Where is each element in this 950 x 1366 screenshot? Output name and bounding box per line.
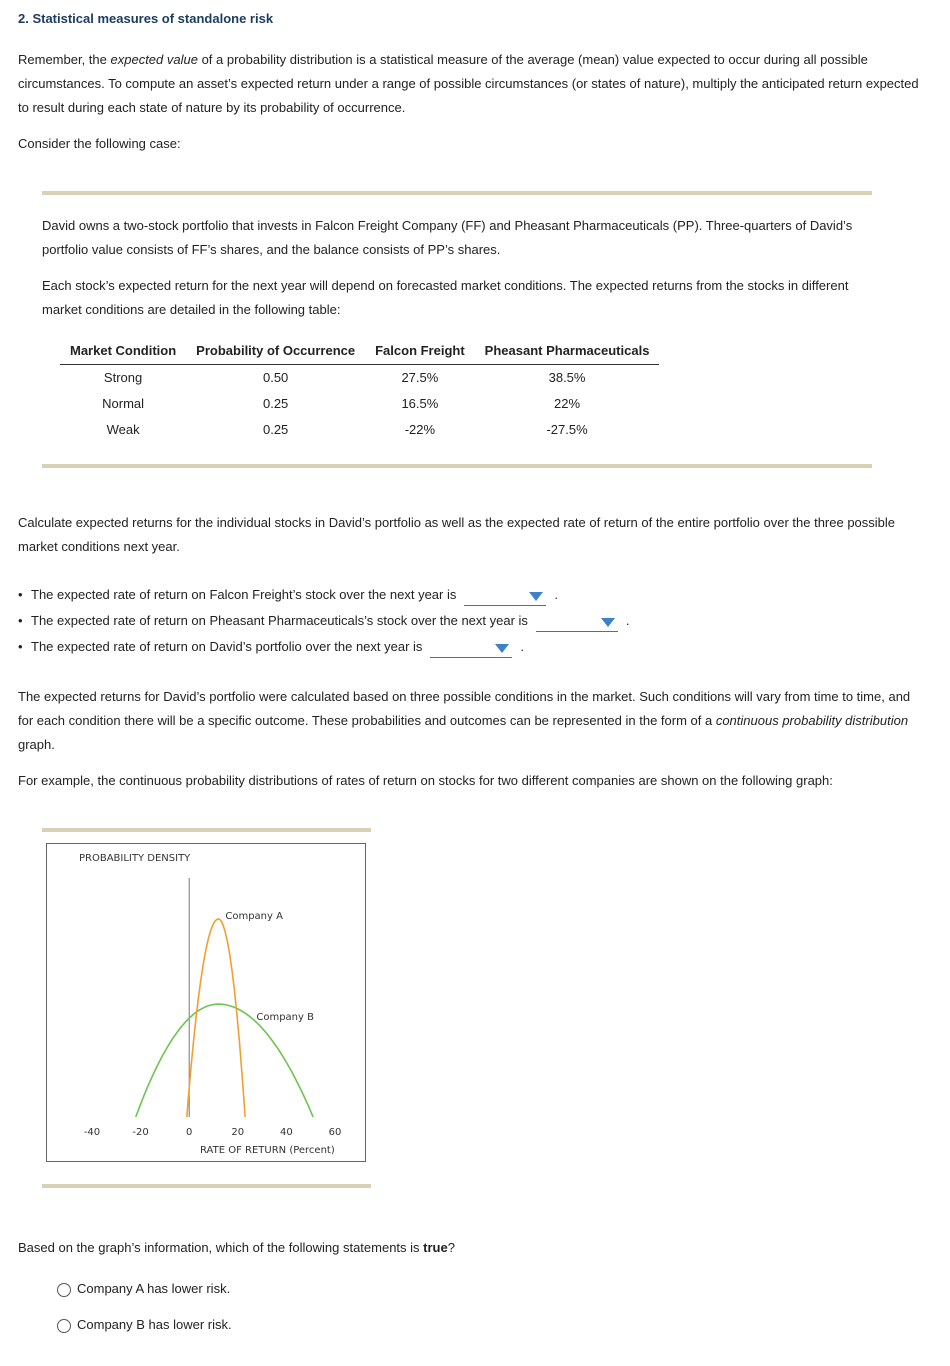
intro-emphasis: expected value <box>110 52 198 67</box>
cell-pp-return: 38.5% <box>548 370 586 386</box>
bullet-period: . <box>554 587 558 602</box>
intro-paragraph <box>18 48 928 120</box>
intro-text: Remember, the <box>18 52 111 67</box>
x-tick-label: 0 <box>186 1127 193 1138</box>
x-tick-label: 40 <box>280 1127 293 1138</box>
header-probability: Probability of Occurrence <box>186 343 365 365</box>
distribution-paragraph <box>18 685 928 757</box>
cell-condition: Normal <box>102 396 145 411</box>
dropdown-arrow-icon <box>529 592 543 601</box>
calculate-instructions: Calculate expected returns for the individual stocks in David’s portfolio as well as the expected rate of return of the entire portfolio over the three possible market conditions next year. <box>18 515 896 554</box>
portfolio-return-dropdown[interactable] <box>430 638 512 658</box>
cell-ff-return: 27.5% <box>401 370 439 386</box>
question-suffix: ? <box>447 1240 455 1255</box>
bullet-text: The expected rate of return on Falcon Freight’s stock over the next year is <box>31 587 457 602</box>
cell-probability: 0.50 <box>262 370 289 386</box>
cell-pp-return: 22% <box>554 396 581 411</box>
x-tick-label: -40 <box>83 1127 101 1138</box>
company-a-curve <box>187 919 245 1117</box>
bullet-dot: • <box>18 613 23 628</box>
bullet-dot: • <box>18 587 23 602</box>
cell-ff-return: -22% <box>404 422 436 437</box>
pheasant-return-dropdown[interactable] <box>536 612 618 632</box>
dropdown-arrow-icon <box>601 618 615 627</box>
probability-distribution-graph <box>46 843 366 1162</box>
bullet-text: The expected rate of return on Pheasant Pharmaceuticals’s stock over the next year is <box>31 613 528 628</box>
cell-probability: 0.25 <box>262 396 289 411</box>
radio-button[interactable] <box>57 1319 71 1333</box>
cell-pp-return: -27.5% <box>546 422 588 437</box>
x-tick-label: 20 <box>231 1127 245 1138</box>
falcon-return-dropdown[interactable] <box>464 586 546 606</box>
distribution-chart <box>47 844 365 1161</box>
bullet-falcon-freight <box>18 585 558 605</box>
question-text <box>18 1236 928 1260</box>
header-market-condition: Market Condition <box>60 343 186 365</box>
graph-bottom-divider <box>42 1184 371 1188</box>
example-text: For example, the continuous probability distributions of rates of return on stocks for two different companies are shown on the following graph: <box>18 773 833 788</box>
bullet-period: . <box>520 639 525 654</box>
distribution-text: The expected returns for David’s portfolio were calculated based on three possible conditions in the market. Such conditions will vary from time to time, and for each condition there will be a specific outcome. These probabilities and outcomes can be represented in the form of a <box>18 689 911 728</box>
cell-probability: 0.25 <box>262 422 289 437</box>
table-row <box>60 417 659 443</box>
cell-ff-return: 16.5% <box>401 396 439 411</box>
radio-button[interactable] <box>57 1283 71 1297</box>
graph-top-divider <box>42 828 371 832</box>
intro-text-rest: of a probability distribution is a statistical measure of the average (mean) value expected to occur during all possible circumstances. To compute an asset’s expected return under a range of possible circumstances (or states of nature), multiply the anticipated return expected to result during each state of nature by its probability of occurrence. <box>18 52 919 115</box>
header-falcon-freight: Falcon Freight <box>365 343 475 365</box>
bullet-text: The expected rate of return on David’s portfolio over the next year is <box>31 639 423 654</box>
consider-text: Consider the following case: <box>18 136 181 151</box>
bullet-portfolio <box>18 637 524 657</box>
x-axis-label: RATE OF RETURN (Percent) <box>200 1145 335 1156</box>
x-tick-labels <box>84 1127 342 1138</box>
cell-condition: Strong <box>103 370 143 386</box>
bullet-pheasant-pharma <box>18 611 630 631</box>
case-paragraph-1: David owns a two-stock portfolio that invests in Falcon Freight Company (FF) and Pheasant Pharmaceuticals (PP). Three-quarters of David’s portfolio value consists of FF’s shares, and the balance consists of PP’s shares. <box>42 218 853 257</box>
dropdown-arrow-icon <box>495 644 509 653</box>
bullet-dot: • <box>18 639 23 654</box>
question-prefix: Based on the graph’s information, which of the following statements is <box>18 1240 424 1255</box>
distribution-text-rest: graph. <box>18 737 55 752</box>
option-company-a[interactable] <box>57 1279 230 1299</box>
answer-bullets <box>18 585 918 665</box>
table-row <box>60 365 659 391</box>
option-label: Company A has lower risk. <box>77 1281 231 1296</box>
header-pheasant-pharma: Pheasant Pharmaceuticals <box>475 343 660 365</box>
table-header-row <box>60 343 659 365</box>
section-heading: 2. Statistical measures of standalone risk <box>18 11 274 26</box>
market-conditions-table <box>60 343 659 443</box>
y-axis-label: PROBABILITY DENSITY <box>79 853 191 864</box>
case-paragraph-2: Each stock’s expected return for the next year will depend on forecasted market conditions. The expected returns from the stocks in different market conditions are detailed in the following table: <box>42 278 849 317</box>
option-company-b[interactable] <box>57 1315 232 1335</box>
bullet-period: . <box>625 613 630 628</box>
x-tick-label: 60 <box>328 1127 342 1138</box>
company-a-label: Company A <box>225 911 283 922</box>
cell-condition: Weak <box>106 422 140 437</box>
case-top-divider <box>42 191 872 195</box>
company-b-label: Company B <box>256 1012 314 1024</box>
option-label: Company B has lower risk. <box>77 1317 232 1332</box>
distribution-emphasis: continuous probability distribution <box>715 713 909 728</box>
case-bottom-divider <box>42 464 872 468</box>
table-row <box>60 391 659 417</box>
question-bold: true <box>423 1240 448 1255</box>
x-tick-label: -20 <box>132 1127 149 1138</box>
